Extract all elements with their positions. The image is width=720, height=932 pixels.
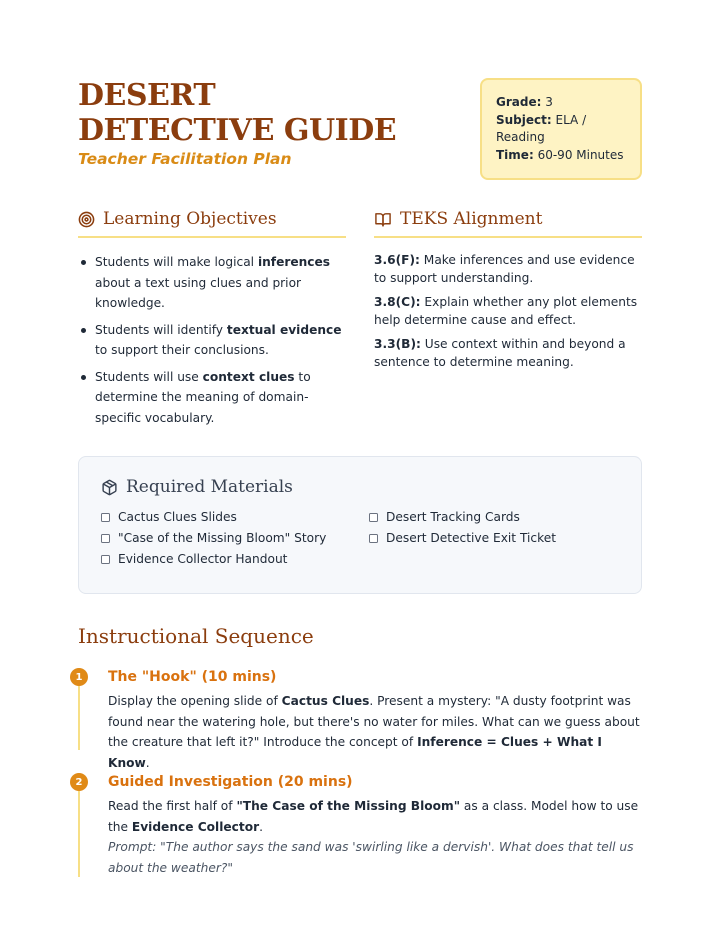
material-item[interactable]: Cactus Clues Slides bbox=[101, 509, 369, 526]
step-prompt: Prompt: "The author says the sand was 'swirling like a dervish'. What does that tell us about the weather?" bbox=[108, 840, 634, 875]
list-item: 3.6(F): Make inferences and use evidence to support understanding. bbox=[374, 253, 635, 285]
target-icon bbox=[78, 211, 95, 228]
subject-label: Subject: bbox=[496, 112, 552, 127]
subject-value: ELA / Reading bbox=[496, 112, 587, 144]
learning-objectives-heading bbox=[78, 209, 346, 238]
open-book-icon bbox=[374, 211, 392, 228]
grade-label: Grade: bbox=[496, 95, 542, 109]
required-materials-title: Required Materials bbox=[126, 477, 293, 497]
time-value: 60-90 Minutes bbox=[537, 147, 624, 162]
materials-checklist bbox=[101, 509, 619, 568]
material-item[interactable]: "Case of the Missing Bloom" Story bbox=[101, 530, 369, 547]
teks-alignment-heading bbox=[374, 209, 642, 238]
page-title: DESERT DETECTIVE GUIDE bbox=[78, 78, 397, 148]
sequence-step-1 bbox=[75, 668, 642, 770]
sequence-step-2 bbox=[75, 773, 642, 877]
required-materials-box bbox=[78, 456, 642, 594]
material-item[interactable]: Desert Tracking Cards bbox=[369, 509, 619, 526]
list-item: Students will use context clues to determine the meaning of domain-specific vocabulary. bbox=[78, 367, 346, 429]
lesson-meta-box bbox=[480, 78, 642, 180]
step-number-badge: 1 bbox=[70, 668, 88, 686]
required-materials-heading bbox=[101, 477, 619, 497]
list-item: Students will identify textual evidence to support their conclusions. bbox=[78, 320, 346, 361]
grade-row bbox=[496, 94, 626, 112]
grade-value: 3 bbox=[545, 95, 553, 109]
step-title: Guided Investigation (20 mins) bbox=[108, 774, 353, 790]
document-header bbox=[78, 78, 642, 188]
step-description: Display the opening slide of Cactus Clues. Present a mystery: "A dusty footprint was found near the watering hole, but there's no water for miles. What can we guess about the creature that left it?" Introduce the concept of Inference = Clues + What I Know. bbox=[108, 694, 640, 770]
checkbox[interactable] bbox=[101, 534, 110, 543]
step-title: The "Hook" (10 mins) bbox=[108, 669, 277, 685]
teks-list bbox=[374, 252, 642, 371]
checkbox[interactable] bbox=[369, 534, 378, 543]
material-item[interactable]: Desert Detective Exit Ticket bbox=[369, 530, 619, 547]
subject-row bbox=[496, 112, 626, 147]
instructional-sequence-heading: Instructional Sequence bbox=[78, 624, 314, 648]
checkbox[interactable] bbox=[101, 513, 110, 522]
teks-alignment-title: TEKS Alignment bbox=[400, 209, 543, 229]
teks-alignment-section bbox=[374, 209, 642, 378]
time-row bbox=[496, 147, 626, 165]
list-item: 3.3(B): Use context within and beyond a sentence to determine meaning. bbox=[374, 337, 626, 369]
objectives-list bbox=[78, 252, 346, 428]
step-description: Read the first half of "The Case of the Missing Bloom" as a class. Model how to use the Evidence Collector. bbox=[108, 799, 639, 834]
step-number-badge: 2 bbox=[70, 773, 88, 791]
checkbox[interactable] bbox=[369, 513, 378, 522]
learning-objectives-section bbox=[78, 209, 346, 434]
learning-objectives-title: Learning Objectives bbox=[103, 209, 277, 229]
material-item[interactable]: Evidence Collector Handout bbox=[101, 551, 369, 568]
checkbox[interactable] bbox=[101, 555, 110, 564]
time-label: Time: bbox=[496, 147, 534, 162]
list-item: 3.8(C): Explain whether any plot elements help determine cause and effect. bbox=[374, 295, 638, 327]
package-icon bbox=[101, 479, 118, 496]
list-item: Students will make logical inferences about a text using clues and prior knowledge. bbox=[78, 252, 346, 314]
page-subtitle: Teacher Facilitation Plan bbox=[78, 150, 292, 168]
